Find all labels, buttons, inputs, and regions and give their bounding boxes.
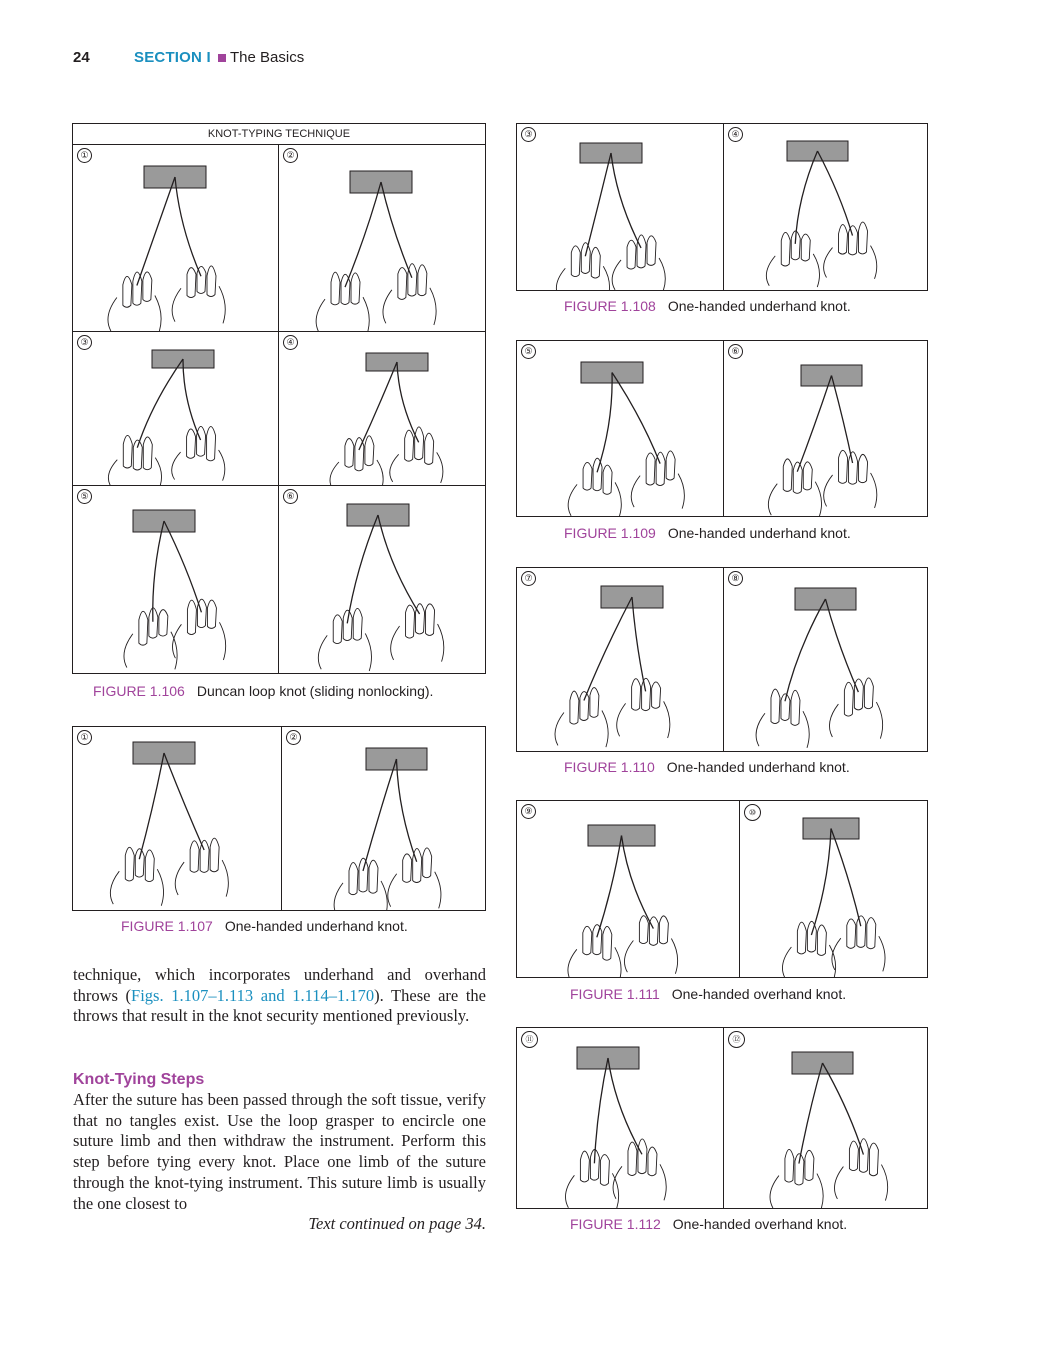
suture-limb: [785, 599, 826, 701]
illustration-panel: [724, 568, 927, 751]
suture-limb: [594, 1058, 608, 1163]
hand-sketch: [824, 450, 877, 508]
figure-caption-text: One-handed overhand knot.: [671, 986, 847, 1002]
suture-limb: [363, 759, 397, 871]
hand-sketch: [555, 688, 608, 748]
hand-sketch: [556, 243, 609, 290]
suture-limb: [183, 359, 201, 440]
suture-limb: [164, 753, 204, 850]
illustration-panel: [517, 801, 739, 977]
illustration-panel: [279, 145, 486, 331]
suture-limb: [164, 521, 201, 612]
suture-limb: [139, 753, 164, 859]
step-number: ②: [286, 730, 301, 745]
figure-label: FIGURE 1.108: [564, 298, 656, 314]
suture-limb: [585, 153, 611, 256]
illustration-panel: [73, 145, 278, 331]
figure-1-109: [516, 340, 928, 517]
figure-label: FIGURE 1.109: [564, 525, 656, 541]
section-label: SECTION I: [134, 49, 211, 66]
illustration-panel: [740, 801, 927, 977]
hand-sketch: [568, 458, 621, 516]
illustration-panel: [517, 568, 723, 751]
suture-limb: [347, 515, 378, 623]
hand-sketch: [824, 222, 877, 279]
suture-limb: [345, 182, 381, 287]
hand-sketch: [768, 459, 821, 516]
step-number: ②: [283, 148, 298, 163]
hand-sketch: [390, 427, 443, 483]
figure-1-111: [516, 800, 928, 978]
step-number: ⑫: [728, 1031, 745, 1048]
step-number: ④: [728, 127, 743, 142]
knot-illustration: [724, 124, 927, 290]
step-number: ⑥: [728, 344, 743, 359]
continued-note: Text continued on page 34.: [308, 1214, 486, 1233]
figure-caption-text: One-handed underhand knot.: [667, 525, 851, 541]
knot-illustration: [279, 332, 486, 485]
illustration-panel: [279, 486, 486, 674]
suture-limb: [597, 836, 622, 938]
hand-sketch: [613, 1139, 666, 1200]
illustration-panel: [73, 332, 278, 485]
knot-illustration: [724, 341, 927, 516]
figure-header-title: KNOT-TYPING TECHNIQUE: [207, 128, 351, 140]
figure-caption-text: One-handed overhand knot.: [672, 1216, 848, 1232]
hand-sketch: [756, 689, 809, 748]
hand-sketch: [108, 435, 161, 485]
suture-limb: [359, 362, 397, 450]
body-text-segment: technique, which incorporates underhand and overhand throws (: [73, 965, 486, 1005]
suture-limb: [632, 597, 646, 691]
hand-sketch: [832, 916, 885, 972]
suture-limb: [612, 373, 660, 464]
hand-sketch: [631, 451, 684, 509]
hand-sketch: [173, 599, 226, 660]
page-number: 24: [73, 49, 90, 66]
figure-label: FIGURE 1.106: [93, 683, 185, 699]
suture-limb: [799, 1063, 823, 1164]
figure-caption: [564, 525, 851, 541]
suture-limb: [818, 151, 853, 236]
section-title: The Basics: [230, 49, 305, 66]
knot-illustration: [73, 145, 278, 331]
step-number: ⑪: [521, 1031, 538, 1048]
body-paragraph: [73, 965, 486, 1027]
step-number: ⑩: [744, 804, 761, 821]
illustration-panel: [724, 124, 927, 290]
step-number: ③: [521, 127, 536, 142]
suture-limb: [831, 829, 861, 927]
knot-illustration: [73, 727, 281, 910]
knot-illustration: [740, 801, 927, 977]
step-number: ⑧: [728, 571, 743, 586]
suture-limb: [137, 177, 175, 286]
step-number: ④: [283, 335, 298, 350]
hand-sketch: [766, 231, 819, 287]
illustration-panel: [724, 1028, 927, 1208]
suture-limb: [608, 1058, 642, 1154]
hand-sketch: [108, 272, 161, 331]
knot-illustration: [517, 568, 723, 751]
hand-sketch: [175, 838, 228, 896]
knot-illustration: [73, 486, 278, 674]
step-number: ①: [77, 148, 92, 163]
figure-1-112: [516, 1027, 928, 1209]
suture-limb: [584, 597, 632, 701]
hand-sketch: [334, 858, 387, 910]
body-paragraph: After the suture has been passed through the soft tissue, verify that no tangles exist. Use the loop grasper to encircle one suture limb and then withdraw the instrument. Perform this step before tying every knot. Place one limb of the suture through the knot-tying instrument. This suture limb is usually the one closest to: [73, 1090, 486, 1213]
illustration-panel: [73, 486, 278, 674]
step-number: ⑤: [77, 489, 92, 504]
suture-limb: [795, 151, 817, 244]
knot-illustration: [279, 145, 486, 331]
figure-reference-link[interactable]: Figs. 1.107–1.113 and 1.114–1.170: [131, 985, 375, 1005]
knot-illustration: [282, 727, 485, 910]
figure-caption: [570, 1216, 847, 1232]
suture-limb: [611, 153, 641, 248]
step-number: ①: [77, 730, 92, 745]
illustration-panel: [279, 332, 486, 485]
figure-1-108: [516, 123, 928, 291]
figure-caption: [564, 759, 850, 775]
section-square-icon: [218, 54, 226, 62]
knot-illustration: [724, 1028, 927, 1208]
figure-caption-text: One-handed underhand knot.: [666, 759, 850, 775]
hand-sketch: [770, 1149, 823, 1208]
figure-caption-text: One-handed underhand knot.: [224, 918, 408, 934]
hand-sketch: [316, 272, 369, 331]
step-number: ③: [77, 335, 92, 350]
hand-sketch: [318, 608, 371, 671]
suture-limb: [397, 759, 417, 862]
figure-caption-text: Duncan loop knot (sliding nonlocking).: [196, 683, 434, 699]
knot-illustration: [517, 1028, 723, 1208]
knot-illustration: [517, 124, 723, 290]
figure-label: FIGURE 1.112: [570, 1216, 661, 1232]
hand-sketch: [565, 1150, 618, 1208]
figure-1-107: [72, 726, 486, 911]
figure-caption: [564, 298, 851, 314]
suture-limb: [381, 182, 412, 278]
body-text-segment: ). These are the throws that result in the knot security mentioned previously.: [73, 985, 486, 1026]
illustration-panel: [517, 341, 723, 516]
illustration-panel: [73, 727, 281, 910]
step-number: ⑤: [521, 344, 536, 359]
hand-sketch: [391, 604, 444, 662]
step-number: ⑨: [521, 804, 536, 819]
figure-1-110: [516, 567, 928, 752]
suture-limb: [811, 829, 831, 935]
illustration-panel: [724, 341, 927, 516]
figure-caption: [570, 986, 846, 1002]
suture-limb: [378, 515, 420, 614]
hand-sketch: [782, 921, 835, 977]
illustration-panel: [517, 124, 723, 290]
suture-limb: [823, 1063, 864, 1155]
suture-limb: [797, 376, 831, 472]
figure-label: FIGURE 1.111: [570, 986, 660, 1002]
step-number: ⑥: [283, 489, 298, 504]
knot-illustration: [724, 568, 927, 751]
suture-limb: [175, 177, 201, 276]
hand-sketch: [110, 847, 163, 905]
suture-limb: [826, 599, 859, 692]
figure-caption-text: One-handed underhand knot.: [667, 298, 851, 314]
hand-sketch: [124, 608, 177, 670]
figure-caption: [121, 918, 408, 934]
suture-limb: [137, 359, 183, 448]
knot-illustration: [279, 486, 486, 674]
knot-illustration: [517, 801, 739, 977]
suture-limb: [153, 521, 164, 622]
suture-limb: [622, 836, 654, 929]
section-heading: Knot-Tying Steps: [73, 1071, 205, 1088]
hand-sketch: [330, 436, 383, 485]
illustration-panel: [517, 1028, 723, 1208]
figure-label: FIGURE 1.107: [121, 918, 213, 934]
hand-sketch: [172, 266, 225, 323]
step-number: ⑦: [521, 571, 536, 586]
knot-illustration: [73, 332, 278, 485]
illustration-panel: [282, 727, 485, 910]
hand-sketch: [568, 925, 621, 977]
knot-illustration: [517, 341, 723, 516]
suture-limb: [597, 373, 612, 473]
figure-caption: [93, 683, 433, 699]
suture-limb: [832, 376, 853, 463]
figure-label: FIGURE 1.110: [564, 759, 655, 775]
figure-1-106: [72, 123, 486, 674]
hand-sketch: [617, 678, 670, 738]
